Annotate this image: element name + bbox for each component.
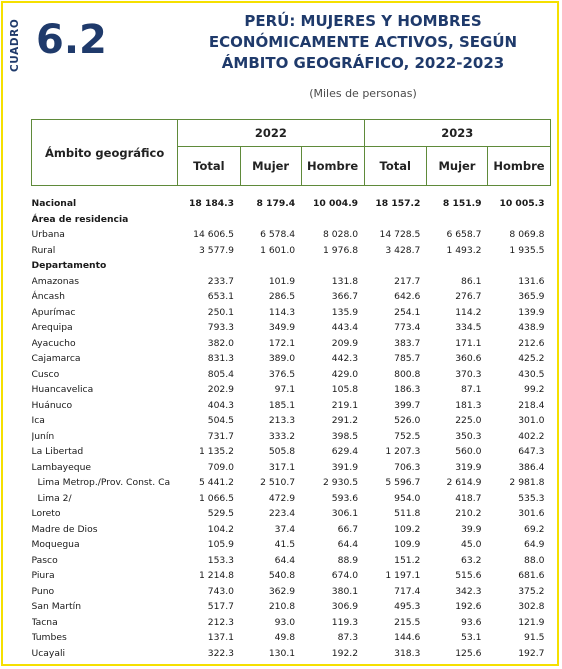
value-cell: 5 596.7: [385, 477, 421, 489]
value-cell: 515.6: [455, 570, 482, 582]
value-cell: 375.2: [518, 585, 545, 597]
value-cell: 153.3: [207, 554, 235, 566]
value-cell: 399.7: [394, 399, 421, 411]
row-label: Madre de Dios: [31, 523, 98, 535]
value-cell: 86.1: [461, 275, 482, 287]
row-label: Huánuco: [31, 399, 73, 411]
value-cell: 63.2: [461, 554, 482, 566]
value-cell: 402.2: [518, 430, 545, 442]
value-cell: 64.9: [524, 539, 545, 551]
value-cell: 785.7: [394, 353, 421, 365]
row-label: Lima Metrop./Prov. Const. Ca: [37, 477, 171, 489]
table-row: [32, 429, 551, 445]
value-cell: 526.0: [394, 415, 421, 427]
value-cell: 629.4: [331, 446, 359, 458]
value-cell: 97.1: [274, 384, 296, 396]
value-cell: 517.7: [207, 601, 235, 613]
value-cell: 121.9: [518, 616, 545, 628]
value-cell: [364, 258, 426, 274]
value-cell: 438.9: [518, 322, 545, 334]
value-cell: 109.9: [394, 539, 421, 551]
value-cell: 1 197.1: [385, 570, 421, 582]
value-cell: 64.4: [274, 554, 296, 566]
value-cell: 334.5: [455, 322, 482, 334]
value-cell: 831.3: [207, 353, 235, 365]
value-cell: 805.4: [207, 368, 235, 380]
row-label: Tacna: [31, 616, 58, 628]
value-cell: 114.2: [455, 306, 482, 318]
value-cell: 1 493.2: [446, 244, 482, 256]
value-cell: 212.3: [207, 616, 235, 628]
value-cell: 301.0: [518, 415, 545, 427]
header-year-2023: 2023: [364, 120, 550, 147]
table-row: [32, 367, 551, 383]
row-label: Áncash: [31, 291, 65, 303]
value-cell: 1 066.5: [198, 492, 235, 504]
value-cell: 800.8: [394, 368, 421, 380]
value-cell: 495.3: [394, 601, 421, 613]
value-cell: 773.4: [394, 322, 421, 334]
value-cell: 370.3: [455, 368, 482, 380]
row-label: Ucayali: [31, 647, 66, 659]
value-cell: 131.8: [331, 275, 359, 287]
table-row: [32, 413, 551, 429]
row-label: Huancavelica: [31, 384, 94, 396]
value-cell: 319.9: [455, 461, 482, 473]
value-cell: 8 069.8: [509, 229, 545, 241]
value-cell: 2 510.7: [260, 477, 296, 489]
value-cell: 210.2: [455, 508, 482, 520]
row-label: Pasco: [31, 554, 58, 566]
value-cell: 6 658.7: [446, 229, 482, 241]
row-label: Ica: [31, 415, 45, 427]
value-cell: 318.3: [394, 647, 421, 659]
value-cell: 192.6: [455, 601, 482, 613]
row-label: Lima 2/: [37, 492, 72, 504]
value-cell: [178, 258, 240, 274]
value-cell: 535.3: [518, 492, 545, 504]
value-cell: 2 930.5: [323, 477, 359, 489]
value-cell: 391.9: [331, 461, 359, 473]
value-cell: 105.8: [331, 384, 359, 396]
header-total: Total: [178, 147, 240, 186]
value-cell: 366.7: [331, 291, 359, 303]
header-ambito: Ámbito geográfico: [32, 120, 178, 186]
table-title: [193, 11, 533, 74]
value-cell: 8 028.0: [323, 229, 359, 241]
value-cell: 709.0: [207, 461, 235, 473]
value-cell: 213.3: [268, 415, 296, 427]
table-row: [32, 320, 551, 336]
value-cell: 87.1: [461, 384, 482, 396]
table-row: [32, 289, 551, 305]
header-hombre: Hombre: [488, 147, 551, 186]
value-cell: 2 981.8: [509, 477, 545, 489]
value-cell: 674.0: [331, 570, 359, 582]
table-row: [32, 258, 551, 274]
value-cell: 137.1: [207, 632, 235, 644]
value-cell: 398.5: [331, 430, 359, 442]
header-year-2022: 2022: [178, 120, 364, 147]
value-cell: 144.6: [394, 632, 421, 644]
table-row: [32, 568, 551, 584]
value-cell: 386.4: [518, 461, 545, 473]
row-label: Lambayeque: [31, 461, 92, 473]
value-cell: 69.2: [524, 523, 545, 535]
value-cell: 130.1: [268, 647, 296, 659]
value-cell: 1 135.2: [198, 446, 235, 458]
value-cell: 119.3: [331, 616, 359, 628]
value-cell: 233.7: [207, 275, 235, 287]
value-cell: [301, 258, 364, 274]
value-cell: 306.9: [331, 601, 359, 613]
header-total: Total: [364, 147, 426, 186]
value-cell: [488, 212, 551, 228]
row-label: Urbana: [31, 229, 65, 241]
value-cell: 181.3: [455, 399, 482, 411]
value-cell: 349.9: [268, 322, 296, 334]
row-label: San Martín: [31, 601, 82, 613]
title-line: ÁMBITO GEOGRÁFICO, 2022-2023: [221, 54, 505, 72]
value-cell: 171.1: [455, 337, 482, 349]
value-cell: 192.7: [518, 647, 545, 659]
value-cell: 286.5: [268, 291, 296, 303]
header-mujer: Mujer: [426, 147, 487, 186]
value-cell: 218.4: [518, 399, 545, 411]
row-label: Junín: [31, 430, 55, 442]
value-cell: 93.0: [274, 616, 296, 628]
value-cell: 425.2: [518, 353, 545, 365]
row-label: Ayacucho: [31, 337, 76, 349]
value-cell: 306.1: [331, 508, 359, 520]
value-cell: 104.2: [207, 523, 235, 535]
value-cell: 302.8: [518, 601, 545, 613]
value-cell: 301.6: [518, 508, 545, 520]
value-cell: 350.3: [455, 430, 482, 442]
value-cell: 125.6: [455, 647, 482, 659]
value-cell: 642.6: [394, 291, 421, 303]
table-row: [32, 212, 551, 228]
value-cell: 10 005.3: [499, 198, 545, 210]
value-cell: 382.0: [207, 337, 235, 349]
table-row: [32, 351, 551, 367]
page-frame: [1, 1, 559, 666]
table-row: [32, 460, 551, 476]
value-cell: 88.0: [524, 554, 545, 566]
value-cell: 291.2: [331, 415, 359, 427]
row-label: Cajamarca: [31, 353, 81, 365]
value-cell: 653.1: [207, 291, 235, 303]
value-cell: 114.3: [268, 306, 296, 318]
value-cell: 217.7: [394, 275, 421, 287]
table-row: [32, 553, 551, 569]
value-cell: 39.9: [461, 523, 482, 535]
value-cell: 139.9: [518, 306, 545, 318]
value-cell: 681.6: [518, 570, 545, 582]
data-table: [31, 119, 551, 661]
table-row: [32, 398, 551, 414]
value-cell: 109.2: [394, 523, 421, 535]
value-cell: 254.1: [394, 306, 421, 318]
value-cell: 45.0: [461, 539, 482, 551]
value-cell: 333.2: [268, 430, 296, 442]
value-cell: 250.1: [207, 306, 235, 318]
value-cell: 202.9: [207, 384, 235, 396]
value-cell: 954.0: [394, 492, 421, 504]
value-cell: 66.7: [337, 523, 359, 535]
value-cell: 93.6: [461, 616, 482, 628]
value-cell: 8 151.9: [442, 198, 482, 210]
value-cell: 317.1: [268, 461, 296, 473]
table-row: [32, 584, 551, 600]
value-cell: 6 578.4: [260, 229, 296, 241]
cuadro-number: 6.2: [36, 17, 107, 63]
value-cell: 87.3: [337, 632, 359, 644]
value-cell: 14 606.5: [193, 229, 235, 241]
value-cell: 1 976.8: [323, 244, 359, 256]
row-label: Piura: [31, 570, 55, 582]
value-cell: 418.7: [455, 492, 482, 504]
value-cell: 430.5: [518, 368, 545, 380]
value-cell: 472.9: [268, 492, 296, 504]
value-cell: 18 157.2: [375, 198, 421, 210]
value-cell: 88.9: [337, 554, 359, 566]
title-line: ECONÓMICAMENTE ACTIVOS, SEGÚN: [208, 33, 518, 51]
value-cell: [364, 212, 426, 228]
title-line: PERÚ: MUJERES Y HOMBRES: [244, 12, 482, 30]
value-cell: 505.8: [268, 446, 296, 458]
row-label: Apurímac: [31, 306, 76, 318]
row-label: Moquegua: [31, 539, 80, 551]
value-cell: [488, 258, 551, 274]
value-cell: 429.0: [331, 368, 359, 380]
value-cell: 99.2: [524, 384, 545, 396]
value-cell: 380.1: [331, 585, 359, 597]
value-cell: 731.7: [207, 430, 235, 442]
value-cell: 14 728.5: [379, 229, 421, 241]
value-cell: 360.6: [455, 353, 482, 365]
value-cell: 209.9: [331, 337, 359, 349]
value-cell: 151.2: [394, 554, 421, 566]
value-cell: 223.4: [268, 508, 296, 520]
table-row: [32, 646, 551, 662]
value-cell: 192.2: [331, 647, 359, 659]
value-cell: 389.0: [268, 353, 296, 365]
value-cell: [240, 212, 301, 228]
value-cell: 8 179.4: [256, 198, 296, 210]
value-cell: 376.5: [268, 368, 296, 380]
value-cell: 49.8: [274, 632, 296, 644]
units-subtitle: (Miles de personas): [309, 87, 417, 100]
value-cell: [301, 212, 364, 228]
value-cell: 362.9: [268, 585, 296, 597]
value-cell: 383.7: [394, 337, 421, 349]
value-cell: 3 577.9: [198, 244, 235, 256]
value-cell: 41.5: [274, 539, 296, 551]
table-row: [32, 444, 551, 460]
row-label: Rural: [31, 244, 56, 256]
cuadro-label: CUADRO: [9, 18, 21, 72]
value-cell: 717.4: [394, 585, 421, 597]
value-cell: 105.9: [207, 539, 235, 551]
value-cell: 743.0: [207, 585, 235, 597]
row-label: Puno: [31, 585, 55, 597]
table-body: [32, 186, 551, 662]
table-row: [32, 537, 551, 553]
value-cell: [426, 212, 487, 228]
value-cell: 1 214.8: [198, 570, 235, 582]
value-cell: 131.6: [518, 275, 545, 287]
value-cell: 504.5: [207, 415, 235, 427]
value-cell: [178, 212, 240, 228]
table-row: [32, 243, 551, 259]
value-cell: 529.5: [207, 508, 235, 520]
table-row: [32, 382, 551, 398]
value-cell: 443.4: [331, 322, 359, 334]
row-label: Departamento: [31, 260, 107, 272]
value-cell: 215.5: [394, 616, 421, 628]
row-label: Tumbes: [31, 632, 67, 644]
value-cell: 5 441.2: [198, 477, 235, 489]
header-mujer: Mujer: [240, 147, 301, 186]
value-cell: 219.1: [331, 399, 359, 411]
table-row: [32, 522, 551, 538]
value-cell: 18 184.3: [188, 198, 235, 210]
value-cell: 647.3: [518, 446, 545, 458]
value-cell: 752.5: [394, 430, 421, 442]
table-row: [32, 491, 551, 507]
spacer-row: [32, 186, 551, 197]
table-row: [32, 274, 551, 290]
value-cell: 442.3: [331, 353, 359, 365]
value-cell: 64.4: [337, 539, 359, 551]
table-row: [32, 475, 551, 491]
value-cell: [240, 258, 301, 274]
value-cell: 1 935.5: [509, 244, 545, 256]
table-row: [32, 615, 551, 631]
value-cell: 10 004.9: [313, 198, 359, 210]
table-row: [32, 630, 551, 646]
value-cell: 3 428.7: [385, 244, 421, 256]
value-cell: 322.3: [207, 647, 235, 659]
value-cell: 2 614.9: [446, 477, 482, 489]
value-cell: 172.1: [268, 337, 296, 349]
value-cell: 212.6: [518, 337, 545, 349]
value-cell: 37.4: [274, 523, 296, 535]
row-label: Nacional: [31, 198, 77, 210]
value-cell: 706.3: [394, 461, 421, 473]
value-cell: 53.1: [461, 632, 482, 644]
row-label: Cusco: [31, 368, 60, 380]
value-cell: 540.8: [268, 570, 296, 582]
table-row: [32, 336, 551, 352]
value-cell: 365.9: [518, 291, 545, 303]
value-cell: 186.3: [394, 384, 421, 396]
value-cell: 1 601.0: [260, 244, 296, 256]
value-cell: 511.8: [394, 508, 421, 520]
value-cell: 560.0: [455, 446, 482, 458]
value-cell: 101.9: [268, 275, 296, 287]
value-cell: 342.3: [455, 585, 482, 597]
header-hombre: Hombre: [301, 147, 364, 186]
value-cell: [426, 258, 487, 274]
table-row: [32, 196, 551, 212]
value-cell: 135.9: [331, 306, 359, 318]
value-cell: 185.1: [268, 399, 296, 411]
table-row: [32, 227, 551, 243]
value-cell: 1 207.3: [385, 446, 421, 458]
table-row: [32, 506, 551, 522]
row-label: Área de residencia: [31, 213, 129, 225]
table-row: [32, 599, 551, 615]
value-cell: 793.3: [207, 322, 235, 334]
value-cell: 225.0: [455, 415, 482, 427]
value-cell: 210.8: [268, 601, 296, 613]
row-label: Loreto: [31, 508, 61, 520]
value-cell: 593.6: [331, 492, 359, 504]
row-label: Arequipa: [31, 322, 73, 334]
row-label: La Libertad: [31, 446, 84, 458]
value-cell: 276.7: [455, 291, 482, 303]
table-row: [32, 305, 551, 321]
value-cell: 91.5: [524, 632, 545, 644]
row-label: Amazonas: [31, 275, 80, 287]
value-cell: 404.3: [207, 399, 235, 411]
